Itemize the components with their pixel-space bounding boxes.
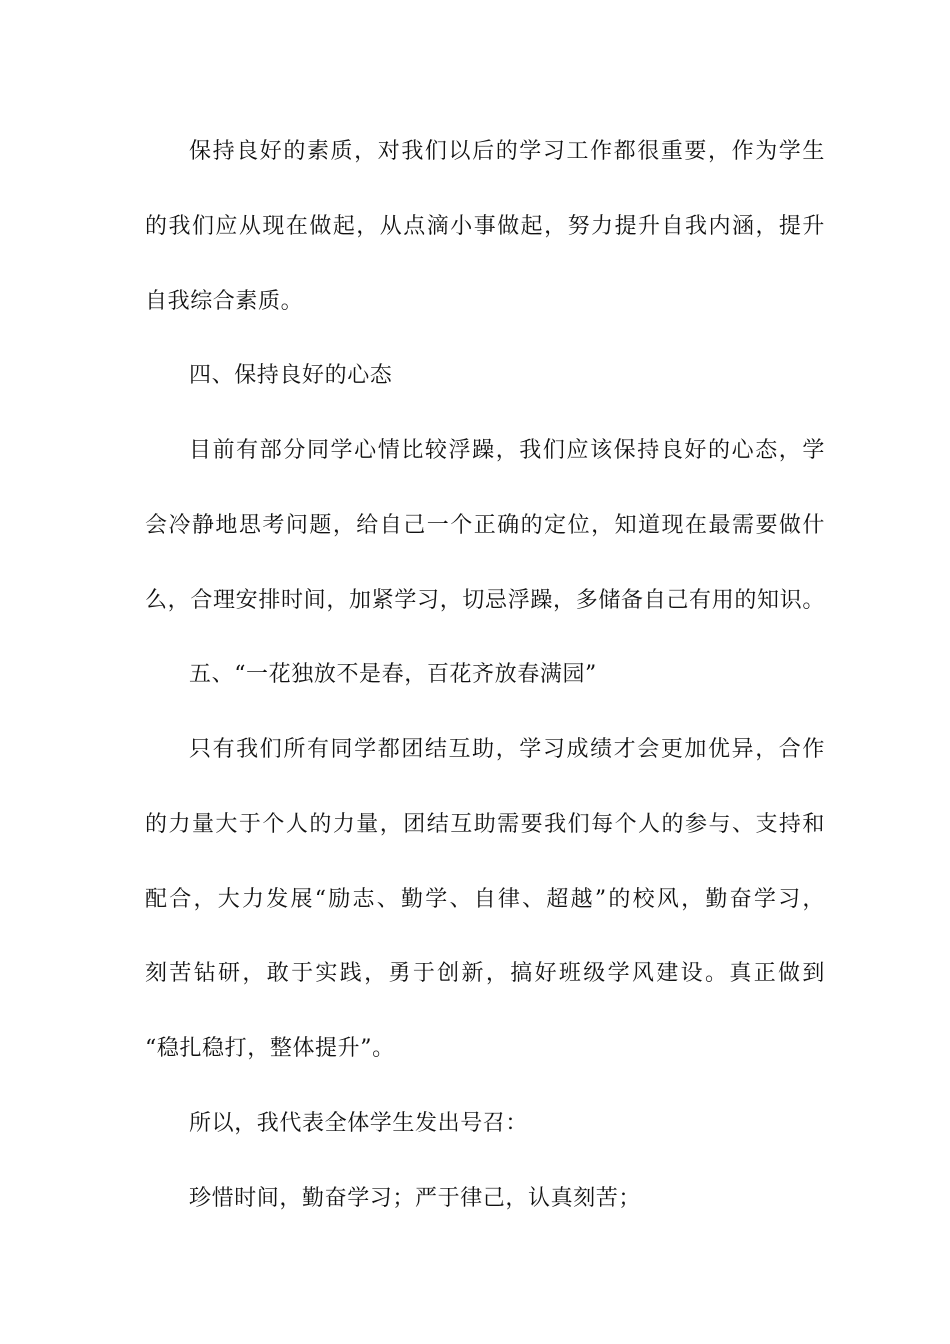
- paragraph-line: 刻苦钻研，敢于实践，勇于创新，搞好班级学风建设。真正做到: [145, 961, 825, 986]
- paragraph-line: 珍惜时间，勤奋学习；严于律己，认真刻苦；: [189, 1186, 642, 1211]
- paragraph-line: 只有我们所有同学都团结互助，学习成绩才会更加优异，合作: [189, 737, 825, 762]
- paragraph-line: “稳扎稳打，整体提升”。: [145, 1036, 395, 1061]
- paragraph-line: 配合，大力发展“励志、勤学、自律、超越”的校风，勤奋学习，: [145, 887, 825, 912]
- paragraph-line: 保持良好的素质，对我们以后的学习工作都很重要，作为学生: [189, 139, 825, 164]
- paragraph-line: 的力量大于个人的力量，团结互助需要我们每个人的参与、支持和: [145, 812, 825, 837]
- paragraph-line: 目前有部分同学心情比较浮躁，我们应该保持良好的心态，学: [189, 438, 825, 463]
- paragraph-line: 么，合理安排时间，加紧学习，切忌浮躁，多储备自己有用的知识。: [145, 588, 825, 613]
- section-heading: 四、保持良好的心态: [189, 363, 393, 388]
- section-heading: 五、“一花独放不是春，百花齐放春满园”: [189, 662, 597, 687]
- paragraph-line: 的我们应从现在做起，从点滴小事做起，努力提升自我内涵，提升: [145, 214, 825, 239]
- paragraph-line: 会冷静地思考问题，给自己一个正确的定位，知道现在最需要做什: [145, 513, 825, 538]
- paragraph-line: 所以，我代表全体学生发出号召：: [189, 1111, 529, 1136]
- paragraph-line: 自我综合素质。: [145, 289, 304, 314]
